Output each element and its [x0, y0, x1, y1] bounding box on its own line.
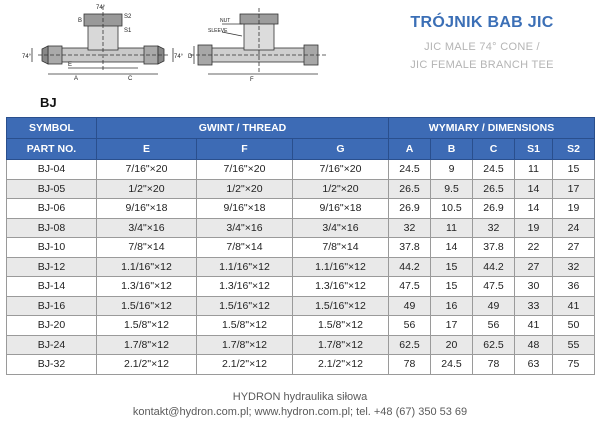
cell-thread-g: 1.3/16"×12 [293, 277, 389, 297]
cell-thread-g: 7/8"×14 [293, 238, 389, 258]
cell-dim-c: 24.5 [473, 160, 515, 180]
header-gwint-thread: GWINT / THREAD [97, 118, 389, 139]
cell-part-no: BJ-24 [7, 335, 97, 355]
cell-dim-s2: 15 [553, 160, 595, 180]
cell-dim-b: 17 [431, 316, 473, 336]
cell-thread-g: 1.7/8"×12 [293, 335, 389, 355]
cell-dim-c: 32 [473, 218, 515, 238]
cell-dim-c: 78 [473, 355, 515, 375]
cell-part-no: BJ-20 [7, 316, 97, 336]
cell-dim-b: 20 [431, 335, 473, 355]
table-row [7, 238, 595, 258]
header-c: C [473, 139, 515, 160]
cell-dim-b: 11 [431, 218, 473, 238]
footer-company: HYDRON hydraulika siłowa [232, 391, 368, 403]
title-block [372, 14, 592, 71]
header-e: E [97, 139, 197, 160]
cell-part-no: BJ-14 [7, 277, 97, 297]
cell-part-no: BJ-16 [7, 296, 97, 316]
table-row [7, 277, 595, 297]
table-row [7, 218, 595, 238]
cell-dim-c: 56 [473, 316, 515, 336]
cell-dim-c: 26.5 [473, 179, 515, 199]
dimensions-table [6, 117, 595, 375]
cell-dim-b: 10.5 [431, 199, 473, 219]
label-f: F [250, 77, 254, 83]
cell-thread-e: 1.3/16"×12 [97, 277, 197, 297]
cell-thread-e: 1.5/16"×12 [97, 296, 197, 316]
cell-part-no: BJ-32 [7, 355, 97, 375]
cell-thread-f: 7/8"×14 [197, 238, 293, 258]
cell-part-no: BJ-10 [7, 238, 97, 258]
cell-dim-a: 62.5 [389, 335, 431, 355]
cell-thread-e: 1.7/8"×12 [97, 335, 197, 355]
cell-dim-s1: 63 [515, 355, 553, 375]
cell-dim-c: 62.5 [473, 335, 515, 355]
cell-thread-e: 1/2"×20 [97, 179, 197, 199]
cell-thread-e: 9/16"×18 [97, 199, 197, 219]
label-a: A [74, 76, 79, 82]
header-symbol: SYMBOL [7, 118, 97, 139]
header-wymiary-dimensions: WYMIARY / DIMENSIONS [389, 118, 595, 139]
cell-part-no: BJ-06 [7, 199, 97, 219]
table-row [7, 316, 595, 336]
tee-fitting-drawing [32, 6, 173, 74]
cell-thread-g: 7/16"×20 [293, 160, 389, 180]
cell-thread-f: 7/16"×20 [197, 160, 293, 180]
cell-dim-s2: 32 [553, 257, 595, 277]
cell-thread-g: 9/16"×18 [293, 199, 389, 219]
cell-thread-e: 2.1/2"×12 [97, 355, 197, 375]
header-b: B [431, 139, 473, 160]
header-g: G [293, 139, 389, 160]
cell-dim-b: 14 [431, 238, 473, 258]
cell-thread-f: 2.1/2"×12 [197, 355, 293, 375]
cell-dim-a: 44.2 [389, 257, 431, 277]
cell-dim-a: 24.5 [389, 160, 431, 180]
cell-dim-s1: 22 [515, 238, 553, 258]
footer-contact: kontakt@hydron.com.pl; www.hydron.com.pl; tel. +48 (67) 350 53 69 [132, 406, 468, 418]
cell-dim-s1: 33 [515, 296, 553, 316]
subtitle-line-2: JIC FEMALE BRANCH TEE [410, 59, 554, 71]
cell-thread-g: 1.5/16"×12 [293, 296, 389, 316]
label-s1: S1 [124, 28, 132, 34]
cell-part-no: BJ-04 [7, 160, 97, 180]
header-s1: S1 [515, 139, 553, 160]
subtitle-line-1: JIC MALE 74° CONE / [424, 41, 540, 53]
cell-part-no: BJ-05 [7, 179, 97, 199]
table-header-row-1 [7, 118, 595, 139]
cell-thread-e: 7/16"×20 [97, 160, 197, 180]
cell-thread-f: 3/4"×16 [197, 218, 293, 238]
label-b: B [78, 18, 83, 24]
cell-thread-g: 1.1/16"×12 [293, 257, 389, 277]
cell-dim-s2: 55 [553, 335, 595, 355]
cell-dim-c: 47.5 [473, 277, 515, 297]
label-angle-top: 74° [96, 5, 106, 11]
cell-dim-s1: 27 [515, 257, 553, 277]
cell-dim-s1: 11 [515, 160, 553, 180]
cell-thread-f: 1.5/8"×12 [197, 316, 293, 336]
cell-thread-f: 9/16"×18 [197, 199, 293, 219]
table-row [7, 296, 595, 316]
table-row [7, 257, 595, 277]
cell-dim-s2: 41 [553, 296, 595, 316]
page-title: TRÓJNIK BAB JIC [410, 14, 554, 31]
cell-dim-a: 26.5 [389, 179, 431, 199]
cell-dim-b: 15 [431, 277, 473, 297]
table-body [7, 160, 595, 375]
cell-dim-c: 37.8 [473, 238, 515, 258]
header-a: A [389, 139, 431, 160]
cell-thread-g: 1.5/8"×12 [293, 316, 389, 336]
cell-thread-f: 1.7/8"×12 [197, 335, 293, 355]
cell-thread-f: 1.5/16"×12 [197, 296, 293, 316]
cell-dim-a: 49 [389, 296, 431, 316]
label-c: C [128, 76, 133, 82]
cell-thread-e: 1.1/16"×12 [97, 257, 197, 277]
header-part-no: PART NO. [7, 139, 97, 160]
table-row [7, 355, 595, 375]
label-e: E [68, 62, 73, 68]
series-code-label: BJ [40, 95, 57, 110]
table-header-row-2 [7, 139, 595, 160]
cell-dim-a: 32 [389, 218, 431, 238]
table-row [7, 335, 595, 355]
label-nut: NUT [220, 18, 231, 24]
cell-part-no: BJ-08 [7, 218, 97, 238]
cell-thread-g: 1/2"×20 [293, 179, 389, 199]
cell-dim-a: 37.8 [389, 238, 431, 258]
table-row [7, 179, 595, 199]
cell-dim-b: 15 [431, 257, 473, 277]
cell-dim-a: 78 [389, 355, 431, 375]
cell-thread-e: 7/8"×14 [97, 238, 197, 258]
cell-dim-s1: 41 [515, 316, 553, 336]
cell-thread-f: 1/2"×20 [197, 179, 293, 199]
table-row [7, 160, 595, 180]
cell-dim-a: 47.5 [389, 277, 431, 297]
cell-dim-s2: 17 [553, 179, 595, 199]
cell-dim-s2: 75 [553, 355, 595, 375]
cell-dim-c: 26.9 [473, 199, 515, 219]
label-s2: S2 [124, 14, 132, 20]
technical-drawings [8, 2, 338, 90]
cell-dim-s2: 19 [553, 199, 595, 219]
cell-thread-g: 3/4"×16 [293, 218, 389, 238]
cell-dim-s1: 14 [515, 199, 553, 219]
cell-dim-a: 56 [389, 316, 431, 336]
cell-dim-a: 26.9 [389, 199, 431, 219]
cell-dim-c: 49 [473, 296, 515, 316]
cell-dim-b: 16 [431, 296, 473, 316]
header-s2: S2 [553, 139, 595, 160]
cell-thread-g: 2.1/2"×12 [293, 355, 389, 375]
cell-thread-f: 1.3/16"×12 [197, 277, 293, 297]
cell-thread-e: 3/4"×16 [97, 218, 197, 238]
cell-dim-s1: 48 [515, 335, 553, 355]
cell-dim-b: 9.5 [431, 179, 473, 199]
cell-dim-s2: 50 [553, 316, 595, 336]
label-d: D [188, 54, 193, 60]
cell-dim-b: 24.5 [431, 355, 473, 375]
cell-thread-e: 1.5/8"×12 [97, 316, 197, 336]
cell-part-no: BJ-12 [7, 257, 97, 277]
cell-dim-s2: 27 [553, 238, 595, 258]
tee-assembly-drawing [190, 8, 326, 74]
cell-dim-s1: 30 [515, 277, 553, 297]
label-angle-left: 74° [22, 54, 32, 60]
cell-thread-f: 1.1/16"×12 [197, 257, 293, 277]
cell-dim-c: 44.2 [473, 257, 515, 277]
header-f: F [197, 139, 293, 160]
cell-dim-s2: 24 [553, 218, 595, 238]
cell-dim-s1: 14 [515, 179, 553, 199]
label-angle-right: 74° [174, 54, 184, 60]
label-sleeve: SLEEVE [208, 28, 228, 34]
table-row [7, 199, 595, 219]
cell-dim-s2: 36 [553, 277, 595, 297]
cell-dim-s1: 19 [515, 218, 553, 238]
cell-dim-b: 9 [431, 160, 473, 180]
